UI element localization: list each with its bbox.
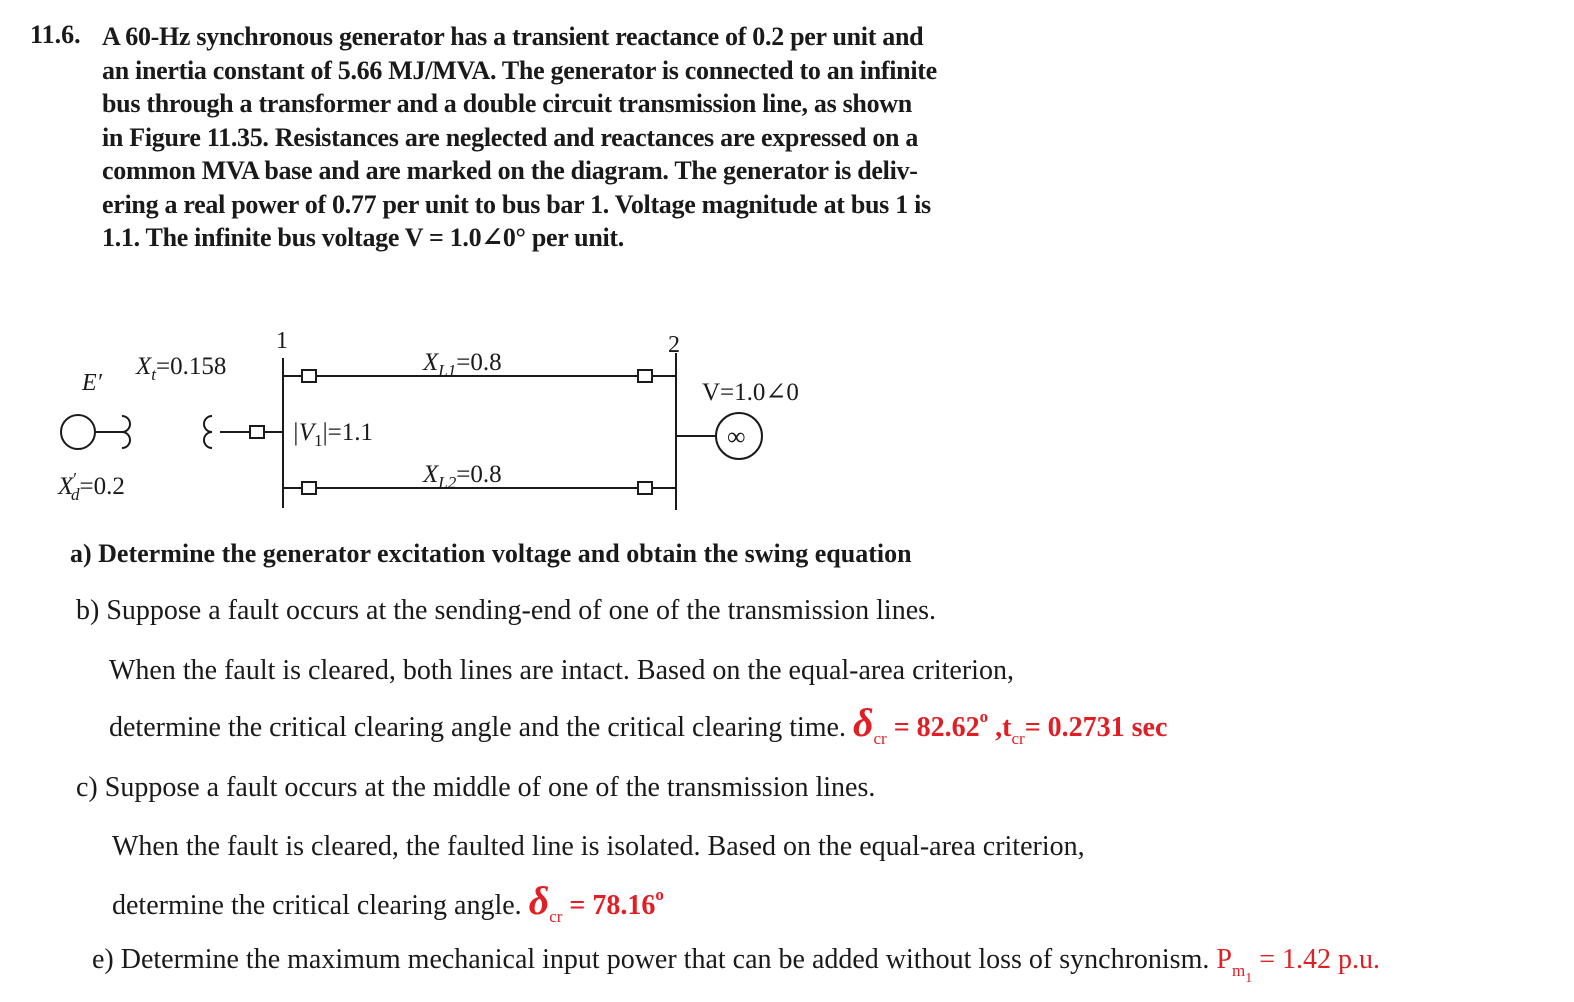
bus-1-label: 1 [276,328,288,354]
xt-subscript: t [151,365,157,384]
pm-subscript: m [1231,961,1246,980]
svg-text:|V1|=1.1 [292,419,373,450]
problem-line: in Figure 11.35. Resistances are neglected and reactances are expressed on a [102,122,919,152]
v1-symbol: |V [292,419,315,446]
breaker [302,482,316,494]
xd-value: =0.2 [79,473,125,500]
xd-symbol: X [58,473,74,500]
problem-line: A 60-Hz synchronous generator has a transient reactance of 0.2 per unit and [102,22,924,51]
answer-b-time: = 0.2731 sec [1024,712,1168,743]
problem-line: ering a real power of 0.77 per unit to bus bar 1. Voltage magnitude at bus 1 is [102,189,931,219]
svg-text:X′d=0.2 [57,469,125,504]
infinity-icon: ∞ [727,422,746,451]
xl2-subscript: L2 [438,473,457,492]
svg-text:XL1=0.8 [422,349,502,380]
question-c-text: determine the critical clearing angle. [112,890,522,921]
problem-line: 1.1. The infinite bus voltage V = 1.0∠0° per unit. [102,223,624,252]
gen-label: E′ [82,370,102,396]
xt-symbol: X [136,353,152,380]
pm-symbol: P [1216,944,1232,975]
svg-text:XL2=0.8 [422,461,502,492]
delta-symbol: δ [528,878,550,923]
question-e-text: e) Determine the maximum mechanical input power that can be added without loss of synchronism. [92,944,1210,975]
degree-mark: o [655,885,664,904]
pm-subscript-index: 1 [1245,971,1253,986]
xt-value: =0.158 [156,353,227,380]
v1-value: |=1.1 [322,419,374,446]
delta-subscript: cr [549,907,563,926]
generator-symbol [61,415,95,449]
svg-text:Xt=0.158 [135,353,226,384]
answer-b-t: ,t [988,712,1012,743]
xd-subscript: d [71,485,80,504]
xl1-subscript: L1 [438,361,457,380]
xl1-value: =0.8 [456,349,502,376]
infinite-bus-voltage: V=1.0∠0 [702,379,799,406]
question-b-line1: b) Suppose a fault occurs at the sending-end of one of the transmission lines. [76,595,937,626]
degree-mark: o [979,707,989,726]
breaker [638,370,652,382]
breaker [302,370,316,382]
delta-symbol: δ [852,700,874,745]
question-e [92,944,1380,986]
answer-e: = 1.42 p.u. [1259,944,1380,975]
answer-b-angle: = 82.62 [893,712,980,743]
xl2-value: =0.8 [456,461,502,488]
answer-c-angle: = 78.16 [569,890,656,921]
question-c-line1: c) Suppose a fault occurs at the middle of one of the transmission lines. [76,772,876,803]
problem-number: 11.6. [30,20,81,49]
question-b-line2: When the fault is cleared, both lines are intact. Based on the equal-area criterion, [109,655,1014,686]
question-c-line3 [112,878,664,926]
breaker [638,482,652,494]
bus-2-label: 2 [668,332,680,358]
problem-line: bus through a transformer and a double circuit transmission line, as shown [102,89,912,118]
transformer-secondary [204,416,212,448]
circuit-diagram [40,318,800,518]
question-c-line2: When the fault is cleared, the faulted line is isolated. Based on the equal-area criterion, [112,831,1085,862]
xl2-symbol: X [423,461,439,488]
v1-subscript: 1 [314,431,323,450]
t-subscript: cr [1011,729,1025,748]
question-b-text: determine the critical clearing angle and the critical clearing time. [109,712,846,743]
delta-subscript: cr [873,729,887,748]
question-b-line3 [109,700,1168,748]
xl1-symbol: X [423,349,439,376]
problem-line: an inertia constant of 5.66 MJ/MVA. The generator is connected to an infinite [102,55,937,85]
question-a: a) Determine the generator excitation voltage and obtain the swing equation [70,539,912,568]
problem-line: common MVA base and are marked on the diagram. The generator is deliv- [102,156,918,185]
breaker [250,426,264,438]
xd-prime: ′ [73,469,77,488]
transformer-primary [122,416,130,448]
problem-text [102,20,982,255]
